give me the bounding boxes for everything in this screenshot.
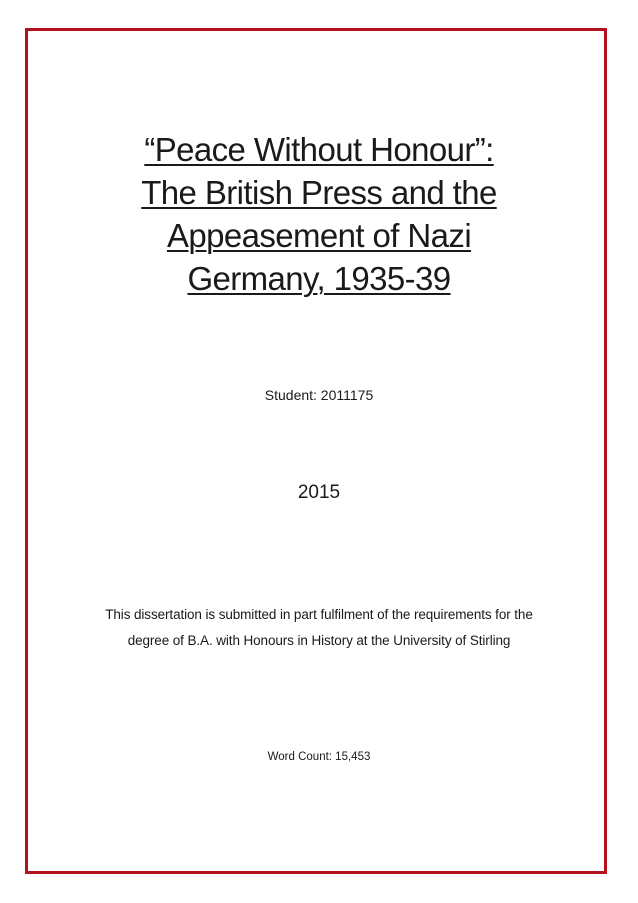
title-line: Germany, 1935-39 <box>187 260 451 297</box>
title-line: Appeasement of Nazi <box>166 217 472 254</box>
title-line: The British Press and the <box>141 174 497 211</box>
dissertation-title <box>60 128 578 300</box>
title-line: “Peace Without Honour”: <box>144 131 494 168</box>
student-id: Student: 2011175 <box>264 387 374 403</box>
word-count: Word Count: 15,453 <box>267 751 371 763</box>
submission-statement: This dissertation is submitted in part fulfilment of the requirements for the degree of B.A. with Honours in History at the University of Stirling <box>105 607 533 648</box>
year: 2015 <box>297 482 341 503</box>
